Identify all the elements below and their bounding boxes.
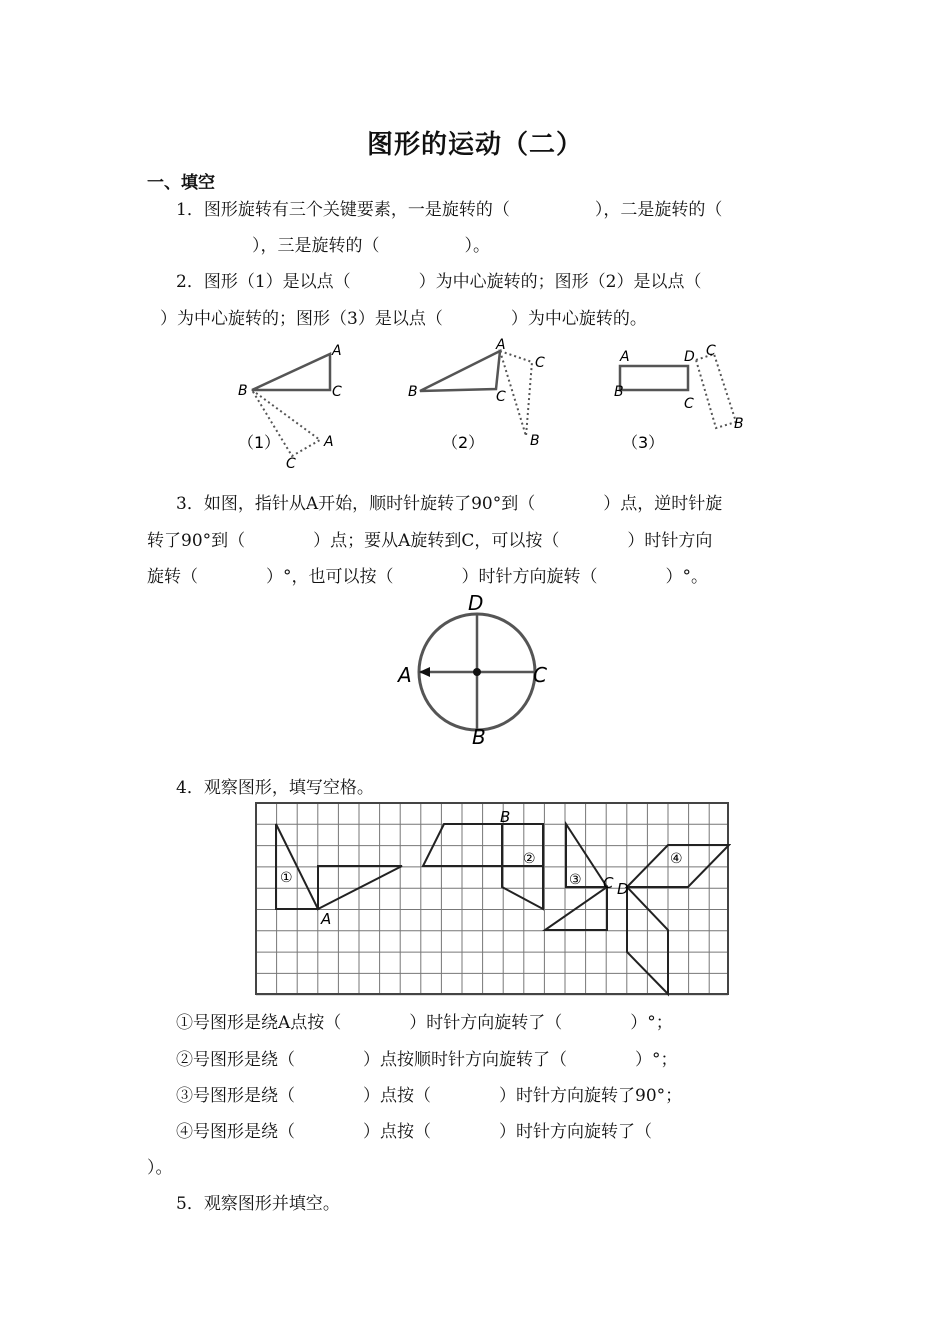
fig2-caption: （2） — [442, 433, 485, 452]
fig1-label-c: C — [332, 384, 342, 400]
fig1-caption: （1） — [238, 433, 281, 452]
q4-grid-figure — [255, 802, 731, 998]
q4-intro: 4．观察图形，填写空格。 — [176, 778, 374, 798]
fig2-label-c2: C — [535, 355, 545, 371]
point-label-c: C — [603, 874, 614, 892]
q3-circle-diagram — [390, 590, 560, 750]
q4-line4: ④号图形是绕（ ）点按（ ）时针方向旋转了（ — [176, 1122, 652, 1142]
fig3-caption: （3） — [622, 433, 665, 452]
q2-figures — [230, 338, 760, 473]
fig1-label-c2: C — [286, 456, 296, 472]
q2-line2: ）为中心旋转的；图形（3）是以点（ ）为中心旋转的。 — [160, 309, 647, 329]
q3-line1: 3．如图，指针从A开始，顺时针旋转了90°到（ ）点，逆时针旋 — [176, 494, 723, 514]
pointer-arrowhead — [419, 667, 430, 677]
fig3-label-c: C — [684, 396, 694, 412]
fig3-label-d: D — [684, 349, 695, 365]
fig3-label-a: A — [620, 349, 630, 365]
fig2-label-c: C — [496, 389, 506, 405]
q4-line5: ）。 — [147, 1158, 173, 1178]
q3-label-d: D — [468, 591, 484, 615]
q3-line3: 旋转（ ）°，也可以按（ ）时针方向旋转（ ）°。 — [147, 567, 708, 587]
fig2-label-a: A — [496, 338, 506, 353]
fig1-label-b: B — [238, 383, 248, 399]
q1-line1: 1．图形旋转有三个关键要素，一是旋转的（ ），二是旋转的（ — [176, 200, 723, 220]
fig1-label-a: A — [332, 343, 342, 359]
figure-3 — [620, 354, 736, 428]
point-label-a: A — [321, 910, 332, 928]
q3-label-a: A — [398, 663, 412, 687]
shape-1-rotated — [318, 866, 402, 909]
fig3-label-b2: B — [734, 416, 744, 432]
point-label-d: D — [617, 880, 629, 898]
fig2-label-b2: B — [530, 433, 540, 449]
figure-2 — [420, 351, 532, 436]
shape-3-rotated — [545, 887, 607, 930]
section-heading-fill-blank: 一、填空 — [147, 173, 215, 193]
shape-label-3: ③ — [569, 872, 582, 888]
point-label-b: B — [500, 808, 511, 826]
shape-label-1: ① — [280, 870, 293, 886]
q3-label-c: C — [533, 663, 547, 687]
fig3-label-c2: C — [706, 343, 716, 359]
q2-line1: 2．图形（1）是以点（ ）为中心旋转的；图形（2）是以点（ — [176, 272, 702, 292]
fig1-label-a2: A — [324, 434, 334, 450]
shape-label-4: ④ — [670, 851, 683, 867]
fig2-label-b: B — [408, 384, 418, 400]
q3-label-b: B — [472, 725, 486, 749]
q5-intro: 5．观察图形并填空。 — [176, 1194, 340, 1214]
fig3-label-b: B — [614, 384, 624, 400]
shape-label-2: ② — [523, 851, 536, 867]
q1-line2: ），三是旋转的（ ）。 — [218, 236, 490, 256]
q4-line2: ②号图形是绕（ ）点按顺时针方向旋转了（ ）°； — [176, 1050, 678, 1070]
q4-line3: ③号图形是绕（ ）点按（ ）时针方向旋转了90°； — [176, 1086, 683, 1106]
q4-line1: ①号图形是绕A点按（ ）时针方向旋转了（ ）°； — [176, 1013, 673, 1033]
q3-line2: 转了90°到（ ）点；要从A旋转到C，可以按（ ）时针方向 — [147, 531, 713, 551]
page-title: 图形的运动（二） — [366, 130, 583, 160]
